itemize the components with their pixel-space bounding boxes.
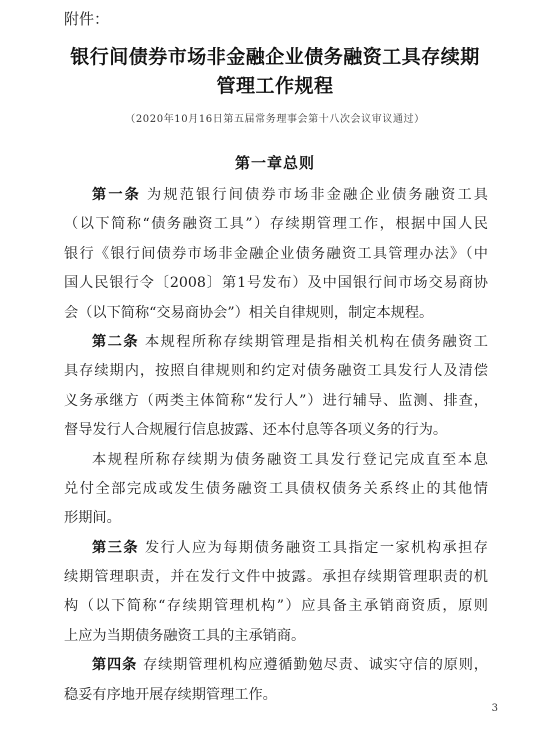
article-1-label: 第一条 bbox=[92, 187, 142, 203]
article-1-line-5: 会（以下简称“交易商协会”）相关自律规则，制定本规程。 bbox=[64, 304, 434, 321]
article-4-line-1 bbox=[64, 651, 488, 680]
page-number: 3 bbox=[491, 703, 498, 714]
document-title-line2: 管理工作规程 bbox=[216, 75, 334, 97]
article-3-line-2: 续期管理职责，并在发行文件中披露。承担存续期管理职责的机 bbox=[64, 569, 488, 586]
article-2-line-2: 具存续期内，按照自律规则和约定对债务融资工具发行人及清偿 bbox=[64, 363, 488, 380]
article-3-text: 发行人应为每期债务融资工具指定一家机构承担存 bbox=[144, 539, 488, 556]
article-1-line-3: 银行《银行间债券市场非金融企业债务融资工具管理办法》（中 bbox=[64, 245, 488, 262]
article-2-line-4: 督导发行人合规履行信息披露、还本付息等各项义务的行为。 bbox=[64, 422, 448, 439]
article-4-text: 存续期管理机构应遵循勤勉尽责、诚实守信的原则， bbox=[143, 657, 488, 674]
article-2-text: 本规程所称存续期管理是指相关机构在债务融资工 bbox=[144, 333, 488, 350]
article-2-line-3: 义务承继方（两类主体简称“发行人”）进行辅导、监测、排查， bbox=[64, 392, 488, 409]
paragraph-line-1: 本规程所称存续期为债务融资工具发行登记完成直至本息 bbox=[92, 451, 488, 468]
article-1-text: 为规范银行间债券市场非金融企业债务融资工具 bbox=[147, 187, 488, 203]
article-4-line-2: 稳妥有序地开展存续期管理工作。 bbox=[64, 686, 277, 703]
article-3-label: 第三条 bbox=[92, 539, 139, 556]
attachment-label: 附件： bbox=[64, 10, 110, 28]
document-body bbox=[64, 181, 488, 710]
approval-note: （2020年10月16日第五届常务理事会第十八次会议审议通过） bbox=[125, 114, 425, 125]
article-3-line-1 bbox=[64, 534, 488, 563]
paragraph-line-3: 形期间。 bbox=[64, 510, 121, 527]
paragraph-line-2: 兑付全部完成或发生债务融资工具债权债务关系终止的其他情 bbox=[64, 480, 488, 497]
article-1-line-2: （以下简称“债务融资工具”）存续期管理工作，根据中国人民 bbox=[64, 216, 488, 233]
article-2-label: 第二条 bbox=[92, 333, 139, 350]
article-3-line-3: 构（以下简称“存续期管理机构”）应具备主承销商资质，原则 bbox=[64, 598, 488, 615]
document-title-line1: 银行间债券市场非金融企业债务融资工具存续期 bbox=[70, 46, 480, 68]
article-1-line-4: 国人民银行令〔2008〕第1号发布）及中国银行间市场交易商协 bbox=[64, 275, 488, 292]
article-1-line-1 bbox=[64, 181, 488, 210]
article-3-line-4: 上应为当期债务融资工具的主承销商。 bbox=[64, 627, 306, 644]
article-2-line-1 bbox=[64, 328, 488, 357]
article-4-label: 第四条 bbox=[92, 657, 138, 674]
chapter-heading: 第一章总则 bbox=[234, 154, 315, 172]
